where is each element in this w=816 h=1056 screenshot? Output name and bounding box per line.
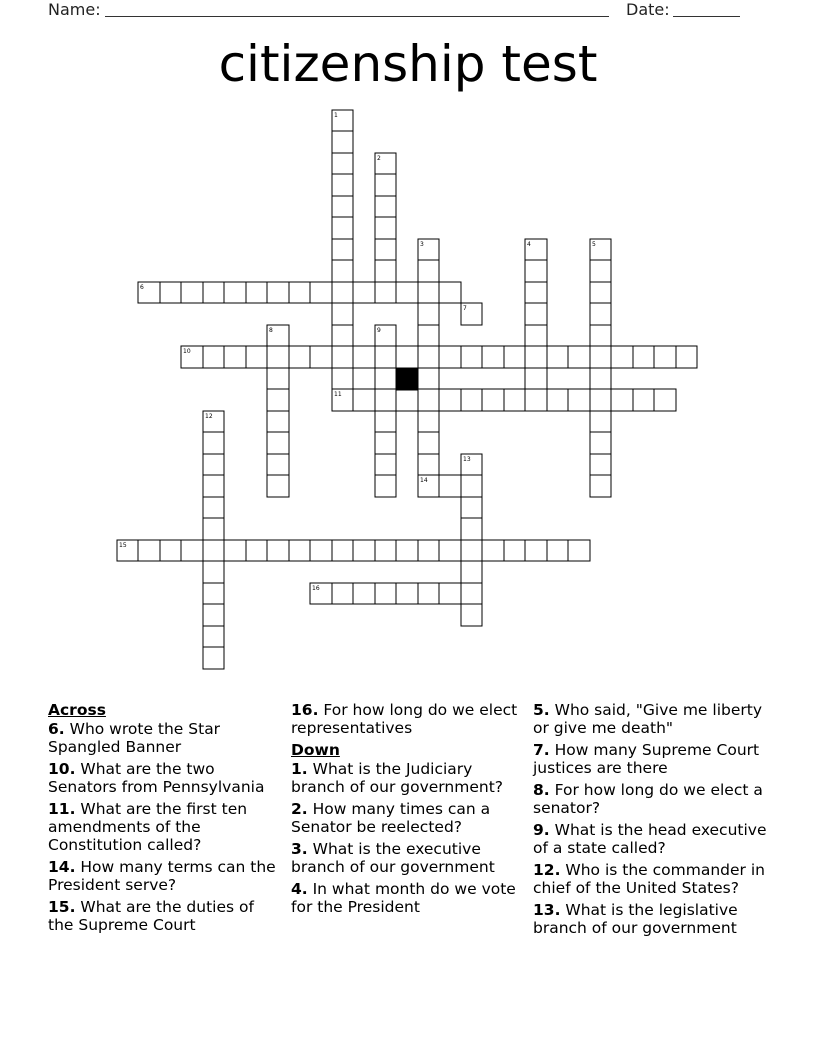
grid-cell[interactable] [676,346,697,368]
grid-cell[interactable] [525,239,547,260]
date-label: Date: [626,0,670,19]
grid-cell[interactable] [504,346,525,368]
clue-number-5: 5 [592,241,596,248]
grid-cell[interactable] [396,389,418,411]
grid-cell[interactable] [590,368,611,389]
grid-cell[interactable] [332,260,353,282]
clue-number-4: 4 [527,241,531,248]
grid-cell[interactable] [224,540,246,561]
grid-cell[interactable] [633,346,654,368]
grid-cell[interactable] [418,583,439,604]
grid-cell[interactable] [375,282,396,303]
grid-cell[interactable] [138,282,160,303]
clue-down-3: 3. What is the executive branch of our government [291,840,495,876]
grid-cell[interactable] [418,303,439,325]
grid-cell[interactable] [568,389,590,411]
grid-cell[interactable] [332,583,353,604]
grid-cell[interactable] [375,432,396,454]
clue-down-13: 13. What is the legislative branch of our government [533,901,738,937]
grid-cell[interactable] [246,282,267,303]
grid-cell[interactable] [310,540,332,561]
grid-cell[interactable] [203,282,224,303]
grid-cell[interactable] [203,540,224,561]
grid-cell[interactable] [590,239,611,260]
clue-across-6: 6. Who wrote the Star Spangled Banner [48,720,221,756]
grid-cell[interactable] [418,282,439,303]
grid-cell[interactable] [418,475,439,497]
clue-down-4: 4. In what month do we vote for the President [291,880,516,916]
grid-cell[interactable] [525,260,547,282]
clue-down-9: 9. What is the head executive of a state called? [533,821,767,857]
grid-cell[interactable] [461,389,482,411]
grid-cell[interactable] [590,325,611,346]
grid-cell[interactable] [332,196,353,217]
grid-cell[interactable] [332,239,353,260]
grid-cell[interactable] [267,325,289,346]
grid-cell[interactable] [181,346,203,368]
clue-number-10: 10 [183,348,191,355]
clue-down-8: 8. For how long do we elect a senator? [533,781,763,817]
grid-cell[interactable] [568,346,590,368]
grid-cell[interactable] [590,282,611,303]
grid-cell[interactable] [203,626,224,647]
grid-cell[interactable] [375,389,396,411]
grid-cell[interactable] [482,389,504,411]
grid-cell[interactable] [418,325,439,346]
grid-cell[interactable] [396,346,418,368]
clue-down-5: 5. Who said, "Give me liberty or give me death" [533,701,763,737]
grid-cell[interactable] [654,346,676,368]
grid-cell[interactable] [547,540,568,561]
grid-cell[interactable] [590,432,611,454]
grid-cell[interactable] [289,282,310,303]
across-heading: Across [48,701,106,719]
grid-cell[interactable] [590,346,611,368]
grid-cell[interactable] [353,282,375,303]
grid-cell[interactable] [590,454,611,475]
grid-cell[interactable] [375,153,396,174]
grid-cell[interactable] [439,389,461,411]
grid-cell[interactable] [396,540,418,561]
grid-cell[interactable] [332,346,353,368]
grid-cell[interactable] [439,583,461,604]
grid-cell[interactable] [525,282,547,303]
clue-across-11: 11. What are the first ten amendments of the Constitution called? [48,800,248,854]
grid-cell[interactable] [203,346,224,368]
grid-cell[interactable] [332,131,353,153]
grid-cell[interactable] [375,239,396,260]
grid-cell[interactable] [267,540,289,561]
grid-cell[interactable] [353,583,375,604]
grid-cell[interactable] [310,346,332,368]
grid-cell[interactable] [375,260,396,282]
grid-cell[interactable] [418,454,439,475]
grid-cell[interactable] [525,325,547,346]
grid-cell[interactable] [181,540,203,561]
grid-cell[interactable] [525,346,547,368]
clue-number-15: 15 [119,542,127,549]
grid-cell[interactable] [160,282,181,303]
clue-number-16: 16 [312,585,320,592]
grid-cell[interactable] [246,346,267,368]
grid-cell[interactable] [633,389,654,411]
grid-cell[interactable] [547,389,568,411]
grid-cell[interactable] [525,368,547,389]
grid-cell[interactable] [461,497,482,518]
grid-cell[interactable] [289,346,310,368]
grid-cell[interactable] [160,540,181,561]
grid-cell[interactable] [461,604,482,626]
grid-cell[interactable] [461,561,482,583]
grid-cell[interactable] [332,153,353,174]
grid-cell[interactable] [482,540,504,561]
clue-down-2: 2. How many times can a Senator be reelected? [291,800,491,836]
clue-number-11: 11 [334,391,342,398]
grid-cell[interactable] [267,454,289,475]
grid-cell[interactable] [203,561,224,583]
grid-cell[interactable] [375,454,396,475]
grid-cell[interactable] [654,389,676,411]
down-heading: Down [291,741,340,759]
clue-number-1: 1 [334,112,338,119]
grid-cell[interactable] [181,282,203,303]
grid-cell[interactable] [267,411,289,432]
clue-down-7: 7. How many Supreme Court justices are there [533,741,760,777]
clue-number-2: 2 [377,155,381,162]
clue-down-12: 12. Who is the commander in chief of the United States? [533,861,765,897]
grid-cell[interactable] [138,540,160,561]
grid-cell[interactable] [246,540,267,561]
grid-cell[interactable] [418,260,439,282]
grid-cell[interactable] [375,583,396,604]
grid-cell[interactable] [310,282,332,303]
grid-cell[interactable] [203,583,224,604]
grid-cell[interactable] [439,475,461,497]
clue-number-9: 9 [377,327,381,334]
grid-cell[interactable] [590,411,611,432]
name-label: Name: [48,0,101,19]
grid-cell[interactable] [590,475,611,497]
grid-cell[interactable] [310,583,332,604]
grid-cell[interactable] [461,303,482,325]
grid-cell[interactable] [525,540,547,561]
grid-cell[interactable] [375,475,396,497]
clues-column-3 [533,701,769,941]
grid-cell[interactable] [203,604,224,626]
grid-cell[interactable] [461,346,482,368]
grid-cell[interactable] [332,303,353,325]
grid-cell[interactable] [504,540,525,561]
grid-cell[interactable] [289,540,310,561]
grid-cell[interactable] [525,389,547,411]
grid-cell[interactable] [482,346,504,368]
grid-cell[interactable] [504,389,525,411]
grid-cell[interactable] [418,239,439,260]
grid-cell[interactable] [332,325,353,346]
clues-column-2 [291,701,527,920]
clue-number-8: 8 [269,327,273,334]
grid-cell[interactable] [267,432,289,454]
grid-cell[interactable] [353,389,375,411]
clue-across-16: 16. For how long do we elect representatives [291,701,518,737]
grid-cell[interactable] [590,389,611,411]
grid-cell[interactable] [461,518,482,540]
clue-number-14: 14 [420,477,428,484]
grid-cell[interactable] [418,389,439,411]
grid-cell[interactable] [439,540,461,561]
grid-cell[interactable] [418,411,439,432]
grid-cell[interactable] [375,368,396,389]
grid-cell[interactable] [418,432,439,454]
grid-cell[interactable] [590,303,611,325]
grid-cell[interactable] [332,540,353,561]
grid-cell[interactable] [353,346,375,368]
grid-cell[interactable] [418,368,439,389]
clue-across-14: 14. How many terms can the President serve? [48,858,276,894]
grid-cell[interactable] [203,454,224,475]
grid-cell[interactable] [461,583,482,604]
clue-number-3: 3 [420,241,424,248]
grid-cell[interactable] [568,540,590,561]
grid-cell[interactable] [203,518,224,540]
grid-cell[interactable] [439,346,461,368]
grid-cell[interactable] [375,325,396,346]
grid-cell[interactable] [461,454,482,475]
grid-cell[interactable] [332,174,353,196]
grid-cell[interactable] [375,217,396,239]
grid-cell[interactable] [267,368,289,389]
clues-column-1 [48,701,284,938]
grid-cell[interactable] [525,303,547,325]
page-title: citizenship test [218,35,598,93]
grid-cell[interactable] [375,196,396,217]
grid-cell[interactable] [224,282,246,303]
grid-cell[interactable] [375,346,396,368]
clue-across-15: 15. What are the duties of the Supreme Court [48,898,254,934]
grid-cell[interactable] [332,217,353,239]
grid-cell[interactable] [461,540,482,561]
grid-cell[interactable] [547,346,568,368]
grid-cell[interactable] [267,475,289,497]
grid-cell[interactable] [332,368,353,389]
grid-cell[interactable] [203,647,224,669]
grid-cell[interactable] [353,540,375,561]
grid-cell[interactable] [267,282,289,303]
grid-cell[interactable] [375,540,396,561]
clue-number-7: 7 [463,305,467,312]
grid-cell[interactable] [396,282,418,303]
name-field[interactable] [105,16,609,17]
grid-cell[interactable] [203,432,224,454]
grid-cell[interactable] [396,583,418,604]
grid-cell[interactable] [439,282,461,303]
black-square [397,369,418,390]
grid-cell[interactable] [590,260,611,282]
grid-cell[interactable] [332,110,353,131]
grid-cell[interactable] [375,411,396,432]
grid-cell[interactable] [418,540,439,561]
grid-cell[interactable] [267,389,289,411]
grid-cell[interactable] [332,389,353,411]
clue-number-12: 12 [205,413,213,420]
grid-cell[interactable] [117,540,138,561]
date-field[interactable] [673,16,740,17]
grid-cell[interactable] [203,497,224,518]
grid-cell[interactable] [418,346,439,368]
grid-cell[interactable] [203,475,224,497]
grid-cell[interactable] [461,475,482,497]
grid-cell[interactable] [611,346,633,368]
clue-down-1: 1. What is the Judiciary branch of our government? [291,760,503,796]
clue-across-10: 10. What are the two Senators from Pennsylvania [48,760,265,796]
grid-cell[interactable] [332,282,353,303]
grid-cell[interactable] [224,346,246,368]
grid-cell[interactable] [267,346,289,368]
clue-number-6: 6 [140,284,144,291]
grid-cell[interactable] [611,389,633,411]
grid-cell[interactable] [375,174,396,196]
clue-number-13: 13 [463,456,471,463]
grid-cell[interactable] [203,411,224,432]
